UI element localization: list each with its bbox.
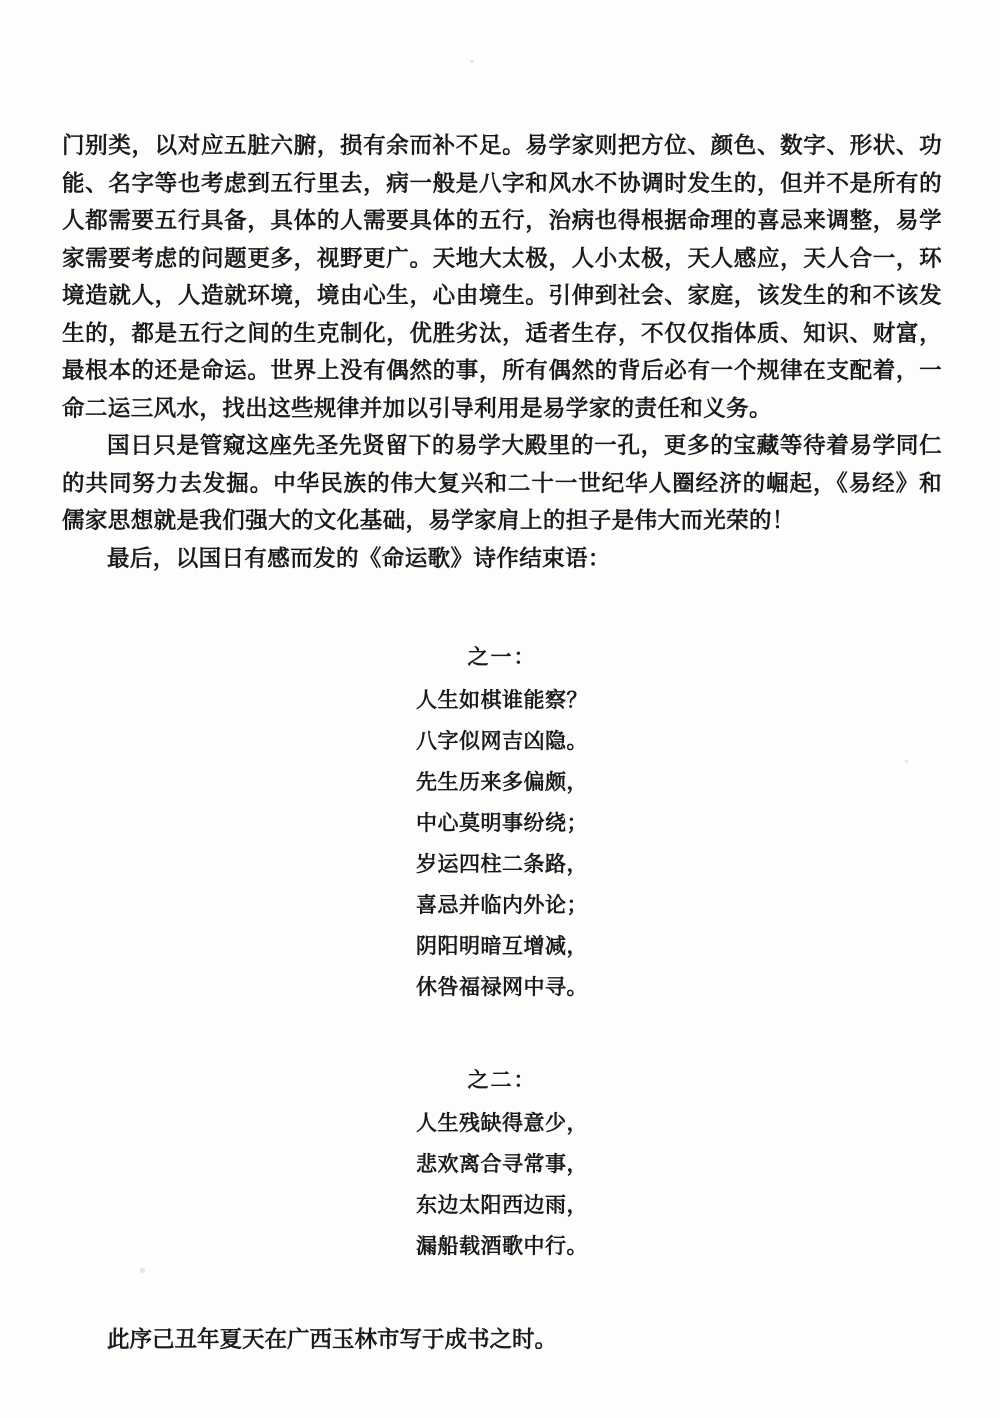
poem-line: 东边太阳西边雨， [416,1192,588,1217]
poem-line: 人生残缺得意少， [416,1110,588,1135]
poem-line: 八字似网吉凶隐。 [416,728,588,753]
body-paragraph-3: 最后，以国日有感而发的《命运歌》诗作结束语： [107,545,611,572]
poem-line: 中心莫明事纷绕； [416,810,588,835]
poem-one [62,636,942,1007]
body-paragraph-2: 国日只是管窥这座先圣先贤留下的易学大殿里的一孔，更多的宝藏等待着易学同仁的共同努力去发掘。中华民族的伟大复兴和二十一世纪华人圈经济的崛起，《易经》和儒家思想就是我们强大的文化基础，易学家肩上的担子是伟大而光荣的！ [62,433,942,534]
scan-speck [470,60,474,63]
poem-two-title: 之二： [467,1067,537,1092]
poem-line: 人生如棋谁能察？ [416,687,588,712]
poem-line: 先生历来多偏颇， [416,769,588,794]
closing-note: 此序己丑年夏天在广西玉林市写于成书之时。 [107,1327,558,1353]
poem-line: 悲欢离合寻常事， [416,1151,588,1176]
poem-one-title: 之一： [467,644,537,669]
poem-line: 喜忌并临内外论； [416,892,588,917]
poem-two [62,1059,942,1266]
body-paragraph-1: 门别类，以对应五脏六腑，损有余而补不足。易学家则把方位、颜色、数字、形状、功能、名字等也考虑到五行里去，病一般是八字和风水不协调时发生的，但并不是所有的人都需要五行具备，具体的人需要具体的五行，治病也得根据命理的喜忌来调整，易学家需要考虑的问题更多，视野更广。天地大太极，人小太极，天人感应，天人合一，环境造就人，人造就环境，境由心生，心由境生。引伸到社会、家庭，该发生的和不该发生的，都是五行之间的生克制化，优胜劣汰，适者生存，不仅仅指体质、知识、财富，最根本的还是命运。世界上没有偶然的事，所有偶然的背后必有一个规律在支配着，一命二运三风水，找出这些规律并加以引导利用是易学家的责任和义务。 [62,133,942,422]
page-content [62,128,942,1382]
poem-line: 岁运四柱二条路， [416,851,588,876]
poem-line: 阴阳明暗互增减， [416,933,588,958]
poem-line: 休咎福禄网中寻。 [416,974,588,999]
poem-line: 漏船载酒歌中行。 [416,1233,588,1258]
